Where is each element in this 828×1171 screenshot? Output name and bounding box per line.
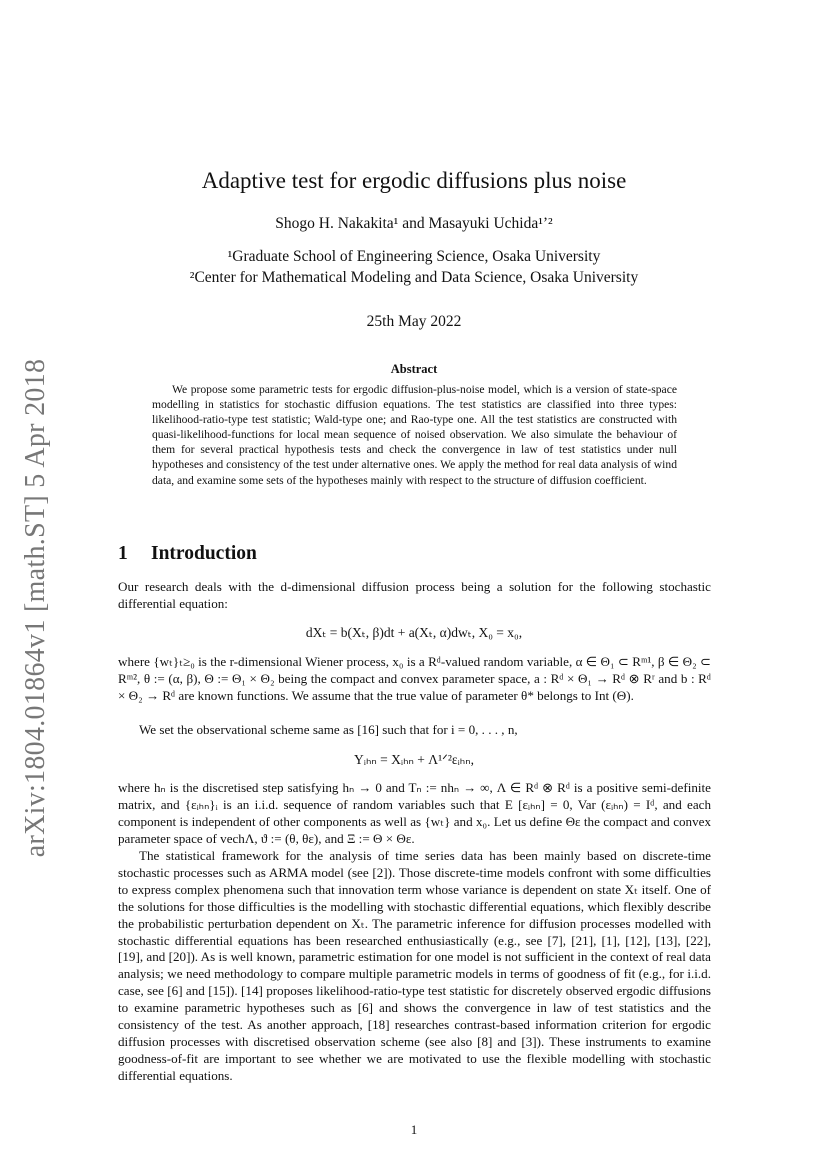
paragraph-setup: where {wₜ}ₜ≥₀ is the r-dimensional Wiener process, x₀ is a Rᵈ-valued random variable, α ∈ Θ₁ ⊂ Rᵐ¹, β ∈ Θ₂ ⊂ Rᵐ², θ := (α, β), Θ := Θ₁ × Θ₂ being the compact and convex parameter space, a : Rᵈ × Θ₁ → Rᵈ ⊗ Rʳ and b : Rᵈ × Θ₂ → Rᵈ are known functions. We assume that the true value of parameter θ* belongs to Int (Θ). [118, 654, 711, 703]
section-number: 1 [118, 543, 128, 564]
paragraph-intro: Our research deals with the d-dimensional diffusion process being a solution for the following stochastic differential equation: [118, 579, 711, 611]
affiliation-1: ¹Graduate School of Engineering Science, Osaka University [227, 248, 601, 265]
affiliation-2: ²Center for Mathematical Modeling and Data Science, Osaka University [189, 269, 639, 286]
paper-authors: Shogo H. Nakakita¹ and Masayuki Uchida¹ʼ² [275, 215, 553, 232]
paper-title: Adaptive test for ergodic diffusions plus noise [201, 168, 627, 193]
abstract-text: We propose some parametric tests for ergodic diffusion-plus-noise model, which is a version of state-space modelling in statistics for stochastic diffusion equations. The test statistics are classified into three types: likelihood-ratio-type test statistic; Wald-type one; and Rao-type one. All the test statistics are constructed with quasi-likelihood-functions for local mean sequence of noised observation. We also simulate the behaviour of them for several practical hypothesis tests and check the convergence in law of test statistics under null hypotheses and consistency of the test under alternative ones. We apply the method for real data analysis of wind data, and examine some sets of the hypotheses mainly with respect to the structure of diffusion coefficient. [152, 383, 677, 487]
page-number: 1 [410, 1122, 418, 1137]
equation-observation: Yᵢₕₙ = Xᵢₕₙ + Λ¹ᐟ²εᵢₕₙ, [353, 752, 474, 767]
arxiv-side-stamp [16, 355, 56, 860]
equation-sde: dXₜ = b(Xₜ, β)dt + a(Xₜ, α)dwₜ, X₀ = x₀, [305, 625, 523, 640]
paper-date: 25th May 2022 [366, 313, 462, 330]
abstract-heading: Abstract [390, 362, 438, 376]
paragraph-background: The statistical framework for the analysis of time series data has been mainly based on discrete-time stochastic processes such as ARMA model (see [2]). Those discrete-time models confront with some difficulties to express complex phenomena such that innovation term whose variance is dependent on state Xₜ itself. One of the solutions for those difficulties is the modelling with stochastic differential equations, which flexibly describe the probabilistic perturbation dependent on Xₜ. The parametric inference for diffusion processes modelled with stochastic differential equations has been researched enthusiastically (e.g., see [7], [21], [1], [12], [13], [22], [19], and [20]). As is well known, parametric estimation for one model is not sufficient in the context of real data analysis; we need methodology to compare multiple parametric models in terms of goodness of fit (e.g., for i.i.d. case, see [6] and [15]). [14] proposes likelihood-ratio-type test statistic for discretely observed ergodic diffusions to examine parametric hypotheses such as [6] and shows the convergence in law of test statistics and the consistency of the test. As another approach, [18] researches contrast-based information criterion for ergodic diffusion processes with discretised observation scheme (see also [8] and [3]). These instruments to examine goodness-of-fit are important to see whether we are motivated to use the flexible modelling with stochastic differential equations. [118, 848, 711, 1083]
section-heading [118, 543, 257, 565]
section-title: Introduction [151, 543, 257, 564]
paragraph-noise: where hₙ is the discretised step satisfying hₙ → 0 and Tₙ := nhₙ → ∞, Λ ∈ Rᵈ ⊗ Rᵈ is a positive semi-definite matrix, and {εᵢₕₙ}ᵢ is an i.i.d. sequence of random variables such that E [εᵢₕₙ] = 0, Var (εᵢₕₙ) = Iᵈ, and each component is independent of other components as well as {wₜ} and x₀. Let us define Θε the compact and convex parameter space of vechΛ, ϑ := (θ, θε), and Ξ := Θ × Θε. [118, 780, 711, 846]
arxiv-identifier[interactable]: arXiv:1804.01864v1 [math.ST] 5 Apr 2018 [20, 358, 51, 857]
paragraph-scheme: We set the observational scheme same as [16] such that for i = 0, . . . , n, [139, 722, 518, 737]
